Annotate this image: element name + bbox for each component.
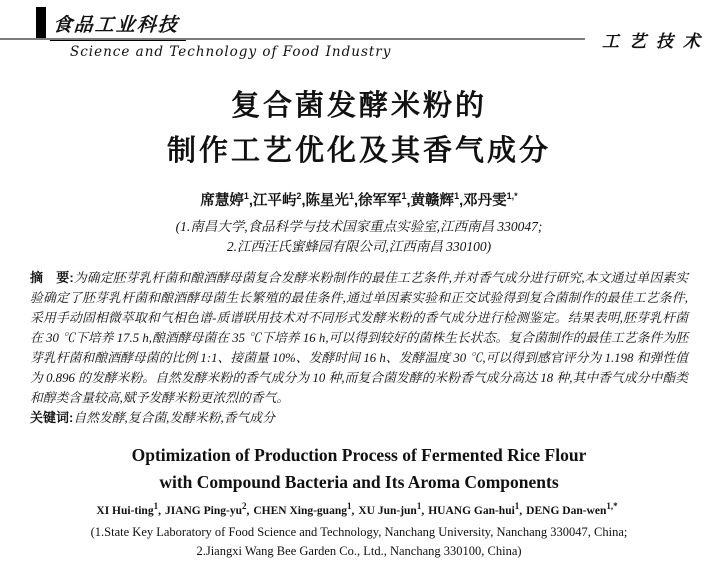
author-sep: ,: [351, 505, 355, 517]
paper-title-en-line1: Optimization of Production Process of Fermented Rice Flour: [131, 445, 587, 465]
author-sep: ,: [248, 193, 253, 209]
affiliation-en-line2: 2.Jiangxi Wang Bee Garden Co., Ltd., Nanchang 330100, China): [196, 544, 522, 558]
journal-logo-text: 食品工业科技: [50, 7, 188, 41]
journal-header: [0, 0, 718, 64]
affiliation-cn-line1: (1.南昌大学,食品科学与技术国家重点实验室,江西南昌 330047;: [175, 219, 543, 234]
author-cn: [200, 193, 253, 209]
author-sep: ,: [406, 193, 411, 209]
author-cn: [305, 193, 358, 209]
logo-bar-decoration: [36, 7, 46, 40]
paper-title-cn-line2: 制作工艺优化及其香气成分: [166, 135, 551, 167]
author-en: [253, 501, 358, 517]
author-name: 席慧婷: [200, 193, 244, 209]
affiliation-en-line1: (1.State Key Laboratory of Food Science and Technology, Nanchang University, Nanchang 330047, China;: [90, 525, 628, 539]
author-affil-sup: 1: [243, 191, 249, 202]
author-name: CHEN Xing-guang: [253, 505, 347, 517]
author-affil-sup: 1,*: [506, 191, 518, 202]
author-affil-sup: 2: [296, 191, 302, 202]
author-en: [428, 501, 526, 517]
author-sep: ,: [246, 505, 250, 517]
journal-name-english: Science and Technology of Food Industry: [70, 44, 392, 60]
abstract-text: 为确定胚芽乳杆菌和酿酒酵母菌复合发酵米粉制作的最佳工艺条件,并对香气成分进行研究,本文通过单因素实验确定了胚芽乳杆菌和酿酒酵母菌生长繁殖的最佳条件,通过单因素实验和正交试验得到复合菌制作的最佳工艺条件,采用手动固相微萃取和气相色谱-质谱联用技术对不同形式发酵米粉的香气成分进行检测鉴定。结果表明,胚芽乳杆菌在 30 ℃下培养 17.5 h,酿酒酵母菌在 35 ℃下培养 16 h,可以得到较好的菌株生长状态。复合菌制作的最佳工艺条件为胚芽乳杆菌和酿酒酵母菌的比例 1:1、接菌量 10%、发酵时间 16 h、发酵温度 30 ℃,可以得到感官评分为 1.198 和弹性值为 0.896 的发酵米粉。自然发酵米粉的香气成分为 10 种,而复合菌发酵的米粉香气成分高达 18 种,其中香气成分中酯类和醇类含量较高,赋予发酵米粉更浓烈的香气。: [30, 271, 688, 405]
author-name: 徐军军: [358, 193, 402, 209]
journal-logo: [36, 7, 187, 41]
abstract-label: 摘 要:: [30, 270, 74, 285]
affiliation-cn-line2: 2.江西汪氏蜜蜂园有限公司,江西南昌 330100): [226, 239, 492, 254]
author-affil-sup: 1: [153, 501, 159, 512]
author-cn: [463, 193, 518, 209]
keywords-text: 自然发酵,复合菌,发酵米粉,香气成分: [73, 411, 275, 425]
paper-title-en-line2: with Compound Bacteria and Its Aroma Components: [159, 472, 559, 492]
author-en: [358, 501, 428, 517]
author-sep: ,: [353, 193, 359, 209]
author-name: DENG Dan-wen: [526, 505, 607, 517]
author-name: 邓丹雯: [463, 193, 507, 209]
author-name: JIANG Ping-yu: [164, 505, 242, 517]
author-sep: ,: [459, 193, 464, 209]
author-affil-sup: 1: [346, 501, 352, 512]
author-name: 黄赣辉: [410, 193, 455, 209]
author-affil-sup: 1: [416, 501, 422, 512]
affiliations-en: [0, 523, 718, 561]
author-affil-sup: 1,*: [606, 501, 618, 512]
author-affil-sup: 1: [454, 191, 460, 202]
author-name: HUANG Gan-hui: [428, 505, 515, 517]
author-sep: ,: [158, 505, 161, 517]
author-name: 陈星光: [305, 193, 349, 209]
author-affil-sup: 2: [241, 501, 247, 512]
keywords-label: 关键词:: [30, 410, 74, 425]
paper-title-cn-line1: 复合菌发酵米粉的: [230, 90, 487, 122]
paper-title-en: [0, 442, 718, 496]
author-en: [96, 501, 165, 517]
author-cn: [358, 193, 411, 209]
affiliations-cn: [0, 217, 718, 257]
author-name: XU Jun-jun: [358, 505, 417, 517]
header-divider: [0, 38, 585, 40]
author-sep: ,: [301, 193, 306, 209]
keywords: [30, 408, 688, 428]
author-sep: ,: [519, 505, 523, 517]
author-cn: [253, 193, 306, 209]
author-sep: ,: [421, 505, 425, 517]
author-en: [526, 501, 621, 517]
paper-title-cn: [0, 84, 718, 174]
author-affil-sup: 1: [401, 191, 407, 202]
authors-cn: [0, 189, 718, 210]
author-affil-sup: 1: [514, 501, 520, 512]
section-label: 工艺技术: [602, 32, 710, 51]
authors-en: [0, 501, 718, 517]
author-name: 江平屿: [252, 193, 297, 209]
author-affil-sup: 1: [348, 191, 354, 202]
author-cn: [411, 193, 464, 209]
author-en: [164, 501, 253, 517]
author-name: XI Hui-ting: [96, 505, 154, 517]
abstract: [30, 268, 688, 408]
